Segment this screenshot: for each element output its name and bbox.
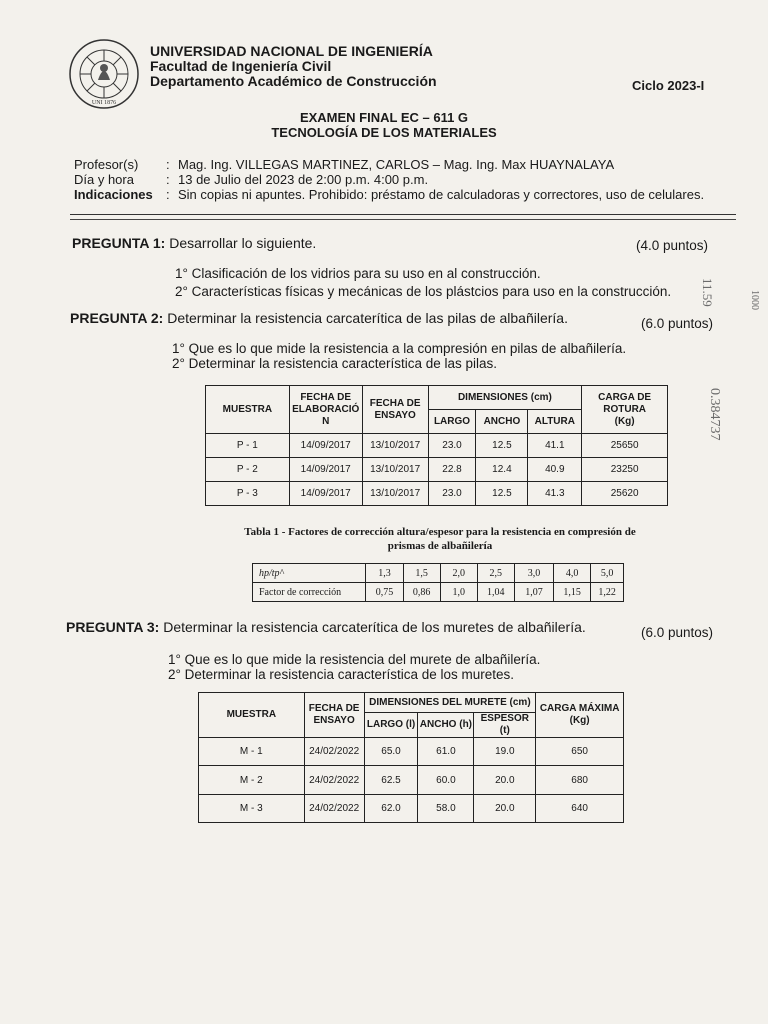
table-cell: 25620: [582, 482, 668, 506]
svg-text:UNI 1876: UNI 1876: [91, 100, 117, 106]
table-cell: 1,15: [554, 583, 591, 602]
table-row: [206, 482, 668, 506]
table-cell: 65.0: [364, 738, 418, 766]
table-cell: 650: [536, 738, 624, 766]
table-cell: 13/10/2017: [362, 458, 428, 482]
col-header-largo: LARGO: [428, 410, 476, 434]
question-3-points: (6.0 puntos): [641, 625, 714, 640]
table-cell: 4,0: [554, 564, 591, 583]
table-cell: 24/02/2022: [304, 738, 364, 766]
table-cell: 24/02/2022: [304, 795, 364, 823]
university-seal-logo: [68, 38, 140, 110]
professor-value: Mag. Ing. VILLEGAS MARTINEZ, CARLOS – Mag. Ing. Max HUAYNALAYA: [178, 157, 615, 172]
question-1-item: 2° Características físicas y mecánicas de los plástcios para uso en la construcción.: [175, 284, 672, 299]
table-cell: 41.3: [528, 482, 582, 506]
col-header-espesor: ESPESOR (t): [474, 713, 536, 738]
handwritten-note: 0.384737: [707, 388, 722, 441]
colon: :: [166, 157, 170, 172]
question-3-text: Determinar la resistencia carcaterítica de los muretes de albañilería.: [163, 619, 586, 635]
cycle-label: Ciclo 2023-I: [632, 78, 705, 93]
table-cell: 1,5: [403, 564, 440, 583]
question-1-points: (4.0 puntos): [636, 238, 709, 253]
col-header-ancho: ANCHO: [476, 410, 528, 434]
col-header-muestra: MUESTRA: [199, 693, 305, 738]
question-2-heading: [70, 310, 568, 326]
table-cell: 20.0: [474, 795, 536, 823]
table-cell: 640: [536, 795, 624, 823]
table-cell: 58.0: [418, 795, 474, 823]
question-1-label: PREGUNTA 1:: [72, 235, 166, 251]
date-label: Día y hora: [74, 172, 134, 187]
divider-line: [70, 219, 736, 220]
exam-heading: [0, 110, 768, 140]
course-title: TECNOLOGÍA DE LOS MATERIALES: [271, 125, 497, 140]
exam-meta: [74, 157, 704, 202]
ratio-label: hp/tp^: [253, 564, 366, 583]
table-cell: 2,5: [477, 564, 514, 583]
divider-line: [70, 214, 736, 215]
date-value: 13 de Julio del 2023 de 2:00 p.m. 4:00 p.m.: [178, 172, 429, 187]
table-1-caption: Tabla 1 - Factores de corrección altura/espesor para la resistencia en compresión de prismas de albañilería: [244, 526, 636, 552]
table-cell: 3,0: [514, 564, 553, 583]
table-cell: 14/09/2017: [289, 458, 362, 482]
col-header-carga-maxima: CARGA MÁXIMA (Kg): [536, 693, 624, 738]
table-cell: P - 2: [206, 458, 290, 482]
table-cell: 13/10/2017: [362, 434, 428, 458]
question-1-text: Desarrollar lo siguiente.: [169, 235, 317, 251]
table-cell: 23.0: [428, 434, 476, 458]
table-cell: 25650: [582, 434, 668, 458]
institution-block: [150, 44, 437, 89]
instructions-value: Sin copias ni apuntes. Prohibido: préstamo de calculadoras y correctores, uso de celulares.: [178, 187, 705, 202]
col-header-dimensiones: DIMENSIONES (cm): [428, 386, 582, 410]
table-cell: 5,0: [591, 564, 624, 583]
question-3-item: 2° Determinar la resistencia característica de los muretes.: [168, 667, 515, 682]
question-2-text: Determinar la resistencia carcaterítica de las pilas de albañilería.: [167, 310, 568, 326]
factor-label: Factor de corrección: [253, 583, 366, 602]
correction-factor-table: [252, 563, 624, 602]
table-cell: 23.0: [428, 482, 476, 506]
table-cell: 12.4: [476, 458, 528, 482]
col-header-dimensiones-murete: DIMENSIONES DEL MURETE (cm): [364, 693, 536, 713]
table-row: [253, 564, 624, 583]
table-cell: 1,0: [440, 583, 477, 602]
table-cell: 12.5: [476, 434, 528, 458]
table-cell: 23250: [582, 458, 668, 482]
question-1-heading: [72, 235, 316, 251]
table-cell: 22.8: [428, 458, 476, 482]
table-cell: 60.0: [418, 766, 474, 795]
table-cell: 40.9: [528, 458, 582, 482]
colon: :: [166, 187, 170, 202]
question-1-item: 1° Clasificación de los vidrios para su uso en al construcción.: [175, 266, 541, 281]
table-cell: P - 3: [206, 482, 290, 506]
table-cell: 13/10/2017: [362, 482, 428, 506]
table-cell: 62.5: [364, 766, 418, 795]
table-cell: 19.0: [474, 738, 536, 766]
table-cell: M - 2: [199, 766, 305, 795]
table-cell: M - 3: [199, 795, 305, 823]
table-cell: 61.0: [418, 738, 474, 766]
department-name: Departamento Académico de Construcción: [150, 73, 437, 89]
date-row: [74, 172, 704, 187]
table-cell: 0,75: [366, 583, 403, 602]
instructions-row: [74, 187, 704, 202]
question-2-label: PREGUNTA 2:: [70, 310, 164, 326]
col-header-fecha-ensayo: FECHA DE ENSAYO: [304, 693, 364, 738]
handwritten-note: 1000: [749, 290, 760, 310]
question-2-item: 2° Determinar la resistencia característica de las pilas.: [172, 356, 498, 371]
col-header-fecha-elaboracion: FECHA DE ELABORACIÓ N: [289, 386, 362, 434]
table-cell: 12.5: [476, 482, 528, 506]
col-header-altura: ALTURA: [528, 410, 582, 434]
question-2-points: (6.0 puntos): [641, 316, 714, 331]
question-3-heading: [66, 619, 586, 635]
col-header-fecha-ensayo: FECHA DE ENSAYO: [362, 386, 428, 434]
table-cell: 62.0: [364, 795, 418, 823]
table-cell: 1,04: [477, 583, 514, 602]
col-header-carga-rotura: CARGA DE ROTURA (Kg): [582, 386, 668, 434]
table-cell: 14/09/2017: [289, 482, 362, 506]
professor-label: Profesor(s): [74, 157, 139, 172]
question-3-label: PREGUNTA 3:: [66, 619, 160, 635]
table-row: [206, 458, 668, 482]
muretes-table: [198, 692, 624, 823]
pilas-table: [205, 385, 668, 506]
table-cell: 20.0: [474, 766, 536, 795]
question-2-item: 1° Que es lo que mide la resistencia a la compresión en pilas de albañilería.: [172, 341, 627, 356]
col-header-largo: LARGO (l): [364, 713, 418, 738]
table-row: [199, 766, 624, 795]
table-row: [199, 795, 624, 823]
table-cell: 24/02/2022: [304, 766, 364, 795]
table-cell: 14/09/2017: [289, 434, 362, 458]
table-cell: 680: [536, 766, 624, 795]
table-cell: 0,86: [403, 583, 440, 602]
col-header-muestra: MUESTRA: [206, 386, 290, 434]
exam-title: EXAMEN FINAL EC – 611 G: [299, 110, 469, 125]
table-cell: 41.1: [528, 434, 582, 458]
university-name: UNIVERSIDAD NACIONAL DE INGENIERÍA: [150, 43, 433, 59]
table-cell: 1,07: [514, 583, 553, 602]
faculty-name: Facultad de Ingeniería Civil: [150, 58, 332, 74]
handwritten-note: 11.59: [700, 278, 715, 307]
table-row: [206, 434, 668, 458]
table-cell: 2,0: [440, 564, 477, 583]
table-row: [199, 738, 624, 766]
table-row: [253, 583, 624, 602]
professor-row: [74, 157, 704, 172]
instructions-label: Indicaciones: [74, 187, 153, 202]
question-3-item: 1° Que es lo que mide la resistencia del murete de albañilería.: [168, 652, 541, 667]
table-cell: P - 1: [206, 434, 290, 458]
table-cell: M - 1: [199, 738, 305, 766]
table-cell: 1,3: [366, 564, 403, 583]
colon: :: [166, 172, 170, 187]
table-cell: 1,22: [591, 583, 624, 602]
col-header-ancho: ANCHO (h): [418, 713, 474, 738]
